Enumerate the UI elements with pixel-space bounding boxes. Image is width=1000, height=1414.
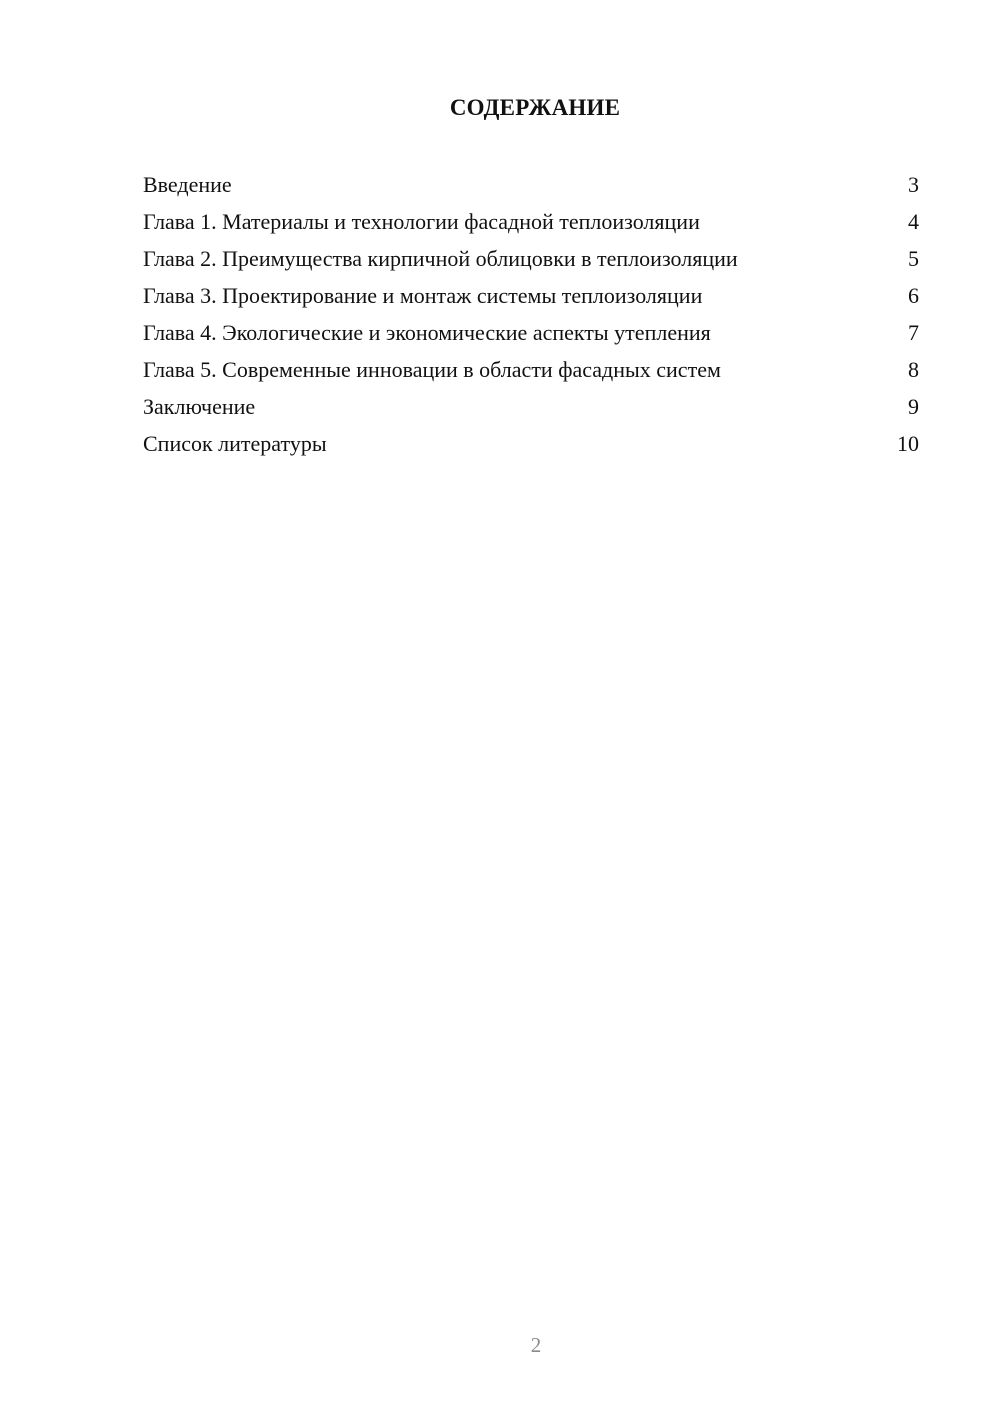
toc-entry-label: Заключение: [143, 394, 256, 419]
toc-entry-chapter-2[interactable]: [143, 244, 919, 281]
toc-entry-page: 4: [908, 209, 919, 234]
toc-entry-label: Введение: [143, 172, 232, 197]
toc-entry-page: 6: [908, 283, 919, 308]
toc-entry-conclusion[interactable]: [143, 392, 919, 429]
toc-entry-bibliography[interactable]: [143, 429, 919, 466]
toc-entry-page: 8: [908, 357, 919, 382]
toc-entry-page: 5: [908, 246, 919, 271]
toc-entry-label: Глава 4. Экологические и экономические аспекты утепления: [143, 320, 711, 345]
toc-entry-label: Глава 2. Преимущества кирпичной облицовки в теплоизоляции: [143, 246, 738, 271]
table-of-contents: [143, 170, 919, 466]
toc-entry-page: 3: [908, 172, 919, 197]
toc-entry-chapter-5[interactable]: [143, 355, 919, 392]
toc-entry-page: 7: [908, 320, 919, 345]
toc-entry-label: Глава 1. Материалы и технологии фасадной теплоизоляции: [143, 209, 700, 234]
toc-entry-introduction[interactable]: [143, 170, 919, 207]
toc-entry-page: 10: [897, 431, 919, 456]
toc-entry-label: Список литературы: [143, 431, 327, 456]
toc-entry-chapter-4[interactable]: [143, 318, 919, 355]
toc-entry-chapter-3[interactable]: [143, 281, 919, 318]
toc-entry-page: 9: [908, 394, 919, 419]
toc-entry-label: Глава 5. Современные инновации в области фасадных систем: [143, 357, 721, 382]
toc-entry-label: Глава 3. Проектирование и монтаж системы теплоизоляции: [143, 283, 703, 308]
toc-entry-chapter-1[interactable]: [143, 207, 919, 244]
page-number: 2: [530, 1333, 542, 1357]
page-title: СОДЕРЖАНИЕ: [449, 95, 621, 120]
